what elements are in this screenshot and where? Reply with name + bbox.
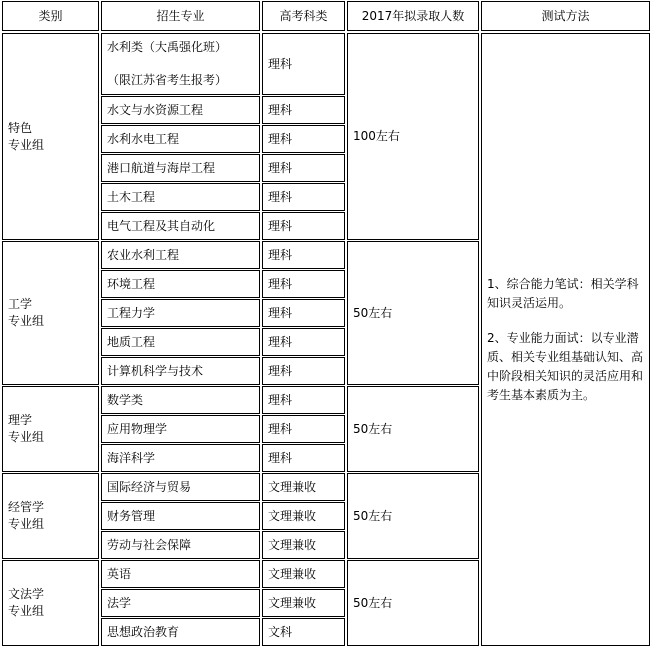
subject-value: 理科 xyxy=(268,334,293,349)
group-category xyxy=(2,473,99,559)
subject-value: 理科 xyxy=(268,276,293,291)
subject-cell xyxy=(262,125,345,153)
header-major-label: 招生专业 xyxy=(156,8,205,23)
subject-value: 理科 xyxy=(268,160,293,175)
major-cell xyxy=(101,154,260,182)
subject-cell xyxy=(262,531,345,559)
test-method xyxy=(481,33,650,646)
subject-value: 理科 xyxy=(268,305,293,320)
header-method xyxy=(481,1,650,31)
group-category xyxy=(2,33,99,240)
subject-value: 理科 xyxy=(268,131,293,146)
header-subject-label: 高考科类 xyxy=(279,8,328,23)
group-quota xyxy=(347,386,479,472)
subject-cell xyxy=(262,212,345,240)
subject-cell xyxy=(262,386,345,414)
group-name-line2: 专业组 xyxy=(8,137,45,152)
method-para-1: 1、综合能力笔试：相关学科知识灵活运用。 xyxy=(487,276,639,310)
group-quota xyxy=(347,33,479,240)
major-cell xyxy=(101,560,260,588)
major-name: 港口航道与海岸工程 xyxy=(107,160,216,175)
subject-value: 文理兼收 xyxy=(268,537,317,552)
subject-cell xyxy=(262,328,345,356)
subject-cell xyxy=(262,560,345,588)
subject-value: 文理兼收 xyxy=(268,479,317,494)
group-category xyxy=(2,386,99,472)
major-cell xyxy=(101,299,260,327)
subject-value: 理科 xyxy=(268,247,293,262)
major-name: 法学 xyxy=(107,595,132,610)
major-name: 水文与水资源工程 xyxy=(107,102,204,117)
major-name: 劳动与社会保障 xyxy=(107,537,192,552)
major-cell xyxy=(101,589,260,617)
subject-value: 理科 xyxy=(268,450,293,465)
major-name: 思想政治教育 xyxy=(107,624,180,639)
major-name: 海洋科学 xyxy=(107,450,156,465)
group-name-line2: 专业组 xyxy=(8,314,45,328)
major-cell xyxy=(101,415,260,443)
group-name-line1: 文法学 xyxy=(8,587,45,601)
major-note: （限江苏省考生报考） xyxy=(107,73,228,87)
major-cell xyxy=(101,502,260,530)
major-cell xyxy=(101,212,260,240)
major-name: 工程力学 xyxy=(107,305,156,320)
subject-cell xyxy=(262,299,345,327)
subject-cell xyxy=(262,154,345,182)
subject-cell xyxy=(262,270,345,298)
major-name: 英语 xyxy=(107,566,132,581)
major-name: 国际经济与贸易 xyxy=(107,479,192,494)
major-cell xyxy=(101,33,260,95)
subject-value: 理科 xyxy=(268,102,293,117)
subject-value: 文理兼收 xyxy=(268,508,317,523)
subject-cell xyxy=(262,618,345,646)
subject-value: 文理兼收 xyxy=(268,566,317,581)
major-cell xyxy=(101,241,260,269)
subject-value: 理科 xyxy=(268,421,293,436)
major-name: 地质工程 xyxy=(107,334,156,349)
group-category xyxy=(2,560,99,646)
subject-cell xyxy=(262,183,345,211)
subject-cell xyxy=(262,589,345,617)
major-cell xyxy=(101,444,260,472)
major-cell xyxy=(101,125,260,153)
subject-cell xyxy=(262,473,345,501)
header-category-label: 类别 xyxy=(38,8,63,23)
header-subject xyxy=(262,1,345,31)
header-category xyxy=(2,1,99,31)
group-name-line1: 经管学 xyxy=(8,500,45,514)
group-quota xyxy=(347,241,479,385)
subject-cell xyxy=(262,357,345,385)
major-name: 财务管理 xyxy=(107,508,156,523)
header-method-label: 测试方法 xyxy=(541,8,590,23)
major-cell xyxy=(101,531,260,559)
major-cell xyxy=(101,357,260,385)
group-quota-value: 50左右 xyxy=(353,508,393,523)
major-cell xyxy=(101,386,260,414)
group-quota-value: 100左右 xyxy=(353,129,400,143)
group-quota xyxy=(347,560,479,646)
group-quota-value: 50左右 xyxy=(353,305,393,320)
major-cell xyxy=(101,473,260,501)
major-cell xyxy=(101,328,260,356)
major-name: 水利类（大禹强化班） xyxy=(107,40,228,54)
method-para-2: 2、专业能力面试：以专业潜质、相关专业组基础认知、高中阶段相关知识的灵活应用和考生基本素质为主。 xyxy=(487,330,644,402)
major-name: 土木工程 xyxy=(107,189,156,204)
group-quota-value: 50左右 xyxy=(353,421,393,436)
major-cell xyxy=(101,270,260,298)
group-name-line1: 特色 xyxy=(8,120,33,135)
group-name-line2: 专业组 xyxy=(8,604,45,618)
header-major xyxy=(101,1,260,31)
major-name: 数学类 xyxy=(107,392,144,407)
subject-cell xyxy=(262,502,345,530)
subject-value: 理科 xyxy=(268,189,293,204)
group-quota xyxy=(347,473,479,559)
subject-value: 理科 xyxy=(268,392,293,407)
major-name: 电气工程及其自动化 xyxy=(107,218,216,233)
major-cell xyxy=(101,618,260,646)
subject-cell xyxy=(262,33,345,95)
group-category xyxy=(2,241,99,385)
group-quota-value: 50左右 xyxy=(353,595,393,610)
subject-value: 理科 xyxy=(268,363,293,378)
group-name-line1: 理学 xyxy=(8,413,33,427)
major-name: 计算机科学与技术 xyxy=(107,363,204,378)
major-name: 水利水电工程 xyxy=(107,131,180,146)
group-name-line1: 工学 xyxy=(8,297,33,311)
header-quota-label: 2017年拟录取人数 xyxy=(361,8,465,23)
subject-cell xyxy=(262,241,345,269)
subject-cell xyxy=(262,444,345,472)
major-name: 农业水利工程 xyxy=(107,247,180,262)
header-quota xyxy=(347,1,479,31)
group-name-line2: 专业组 xyxy=(8,430,45,444)
subject-value: 理科 xyxy=(268,56,293,71)
major-name: 环境工程 xyxy=(107,276,156,291)
major-name: 应用物理学 xyxy=(107,421,168,436)
subject-value: 文科 xyxy=(268,624,293,639)
major-cell xyxy=(101,183,260,211)
subject-cell xyxy=(262,415,345,443)
subject-cell xyxy=(262,96,345,124)
major-cell xyxy=(101,96,260,124)
subject-value: 理科 xyxy=(268,218,293,233)
group-name-line2: 专业组 xyxy=(8,517,45,531)
subject-value: 文理兼收 xyxy=(268,595,317,610)
